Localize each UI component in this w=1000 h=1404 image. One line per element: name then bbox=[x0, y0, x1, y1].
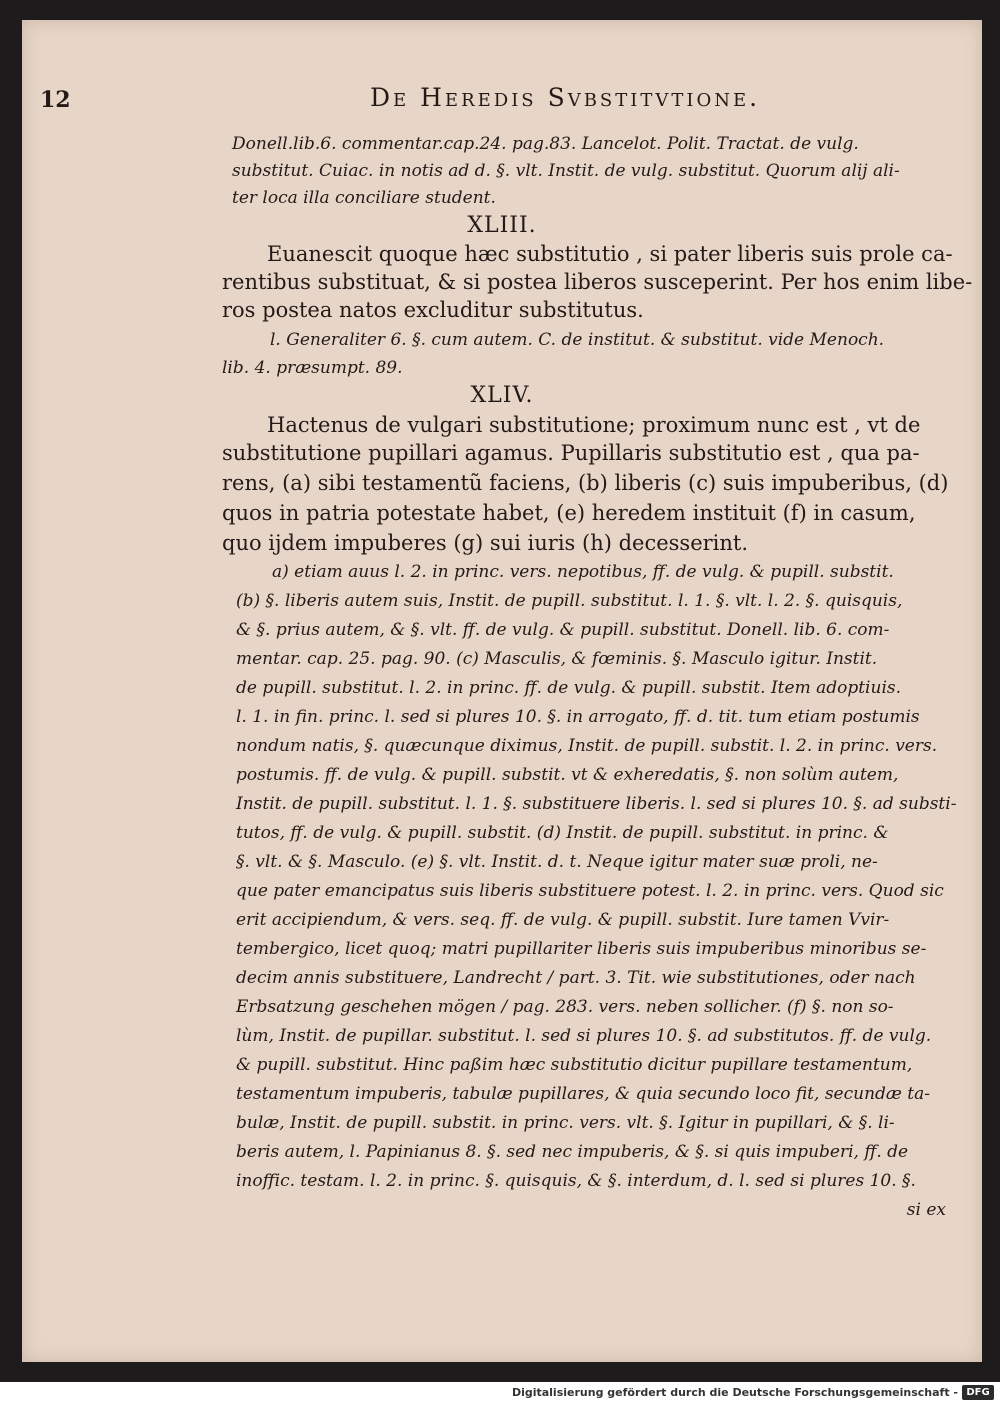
running-head: De Heredis Svbstitvtione. bbox=[370, 83, 761, 112]
note-line: substitut. Cuiac. in notis ad d. §. vlt. Instit. de vulg. substitut. Quorum alij ali- bbox=[232, 161, 900, 181]
note-line: Instit. de pupill. substitut. l. 1. §. substituere liberis. l. sed si plures 10. §. ad substi- bbox=[236, 794, 957, 814]
note-line: ter loca illa conciliare student. bbox=[232, 188, 496, 208]
body-line: rentibus substituat, & si postea liberos susceperint. Per hos enim libe- bbox=[222, 270, 973, 294]
note-line: que pater emancipatus suis liberis substituere potest. l. 2. in princ. vers. Quod sic bbox=[236, 881, 944, 901]
note-line: lib. 4. præsumpt. 89. bbox=[222, 358, 403, 378]
note-line: a) etiam auus l. 2. in princ. vers. nepotibus, ff. de vulg. & pupill. substit. bbox=[272, 562, 894, 582]
body-line: substitutione pupillari agamus. Pupillaris substitutio est , qua pa- bbox=[222, 441, 920, 465]
note-line: tembergico, licet quoq; matri pupillariter liberis suis impuberibus minoribus se- bbox=[236, 939, 927, 959]
note-line: lùm, Instit. de pupillar. substitut. l. sed si plures 10. §. ad substitutos. ff. de vulg. bbox=[236, 1026, 932, 1046]
note-line: decim annis substituere, Landrecht / part. 3. Tit. wie substitutiones, oder nach bbox=[236, 968, 916, 988]
footer-credit: Digitalisierung gefördert durch die Deutsche Forschungsgemeinschaft - bbox=[511, 1386, 958, 1399]
note-line: mentar. cap. 25. pag. 90. (c) Masculis, & fœminis. §. Masculo igitur. Instit. bbox=[236, 649, 878, 669]
note-line: inoffic. testam. l. 2. in princ. §. quisquis, & §. interdum, d. l. sed si plures 10. §. bbox=[236, 1171, 916, 1191]
note-line: tutos, ff. de vulg. & pupill. substit. (d) Instit. de pupill. substitut. in princ. & bbox=[236, 823, 889, 843]
note-line: §. vlt. & §. Masculo. (e) §. vlt. Instit. d. t. Neque igitur mater suæ proli, ne- bbox=[236, 852, 878, 872]
note-line: & pupill. substitut. Hinc paßim hæc substitutio dicitur pupillare testamentum, bbox=[236, 1055, 913, 1075]
section-heading-44: XLIV. bbox=[470, 383, 534, 408]
dfg-logo-icon: DFG bbox=[962, 1385, 994, 1400]
body-line: ros postea natos excluditur substitutus. bbox=[222, 298, 644, 322]
note-line: nondum natis, §. quæcunque diximus, Instit. de pupill. substit. l. 2. in princ. vers. bbox=[236, 736, 938, 756]
body-line: Euanescit quoque hæc substitutio , si pater liberis suis prole ca- bbox=[267, 242, 953, 266]
note-line: Donell.lib.6. commentar.cap.24. pag.83. Lancelot. Polit. Tractat. de vulg. bbox=[232, 134, 859, 154]
catchword: si ex bbox=[906, 1200, 946, 1220]
note-line: erit accipiendum, & vers. seq. ff. de vulg. & pupill. substit. Iure tamen Vvir- bbox=[236, 910, 890, 930]
note-line: bulæ, Instit. de pupill. substit. in princ. vers. vlt. §. Igitur in pupillari, & §. li- bbox=[236, 1113, 895, 1133]
note-line: beris autem, l. Papinianus 8. §. sed nec impuberis, & §. si quis impuberi, ff. de bbox=[236, 1142, 909, 1162]
digitization-footer bbox=[0, 1382, 1000, 1404]
note-line: & §. prius autem, & §. vlt. ff. de vulg. & pupill. substitut. Donell. lib. 6. com- bbox=[236, 620, 890, 640]
section-heading-43: XLIII. bbox=[467, 213, 537, 238]
body-line: quos in patria potestate habet, (e) heredem instituit (f) in casum, bbox=[222, 501, 916, 525]
note-line: (b) §. liberis autem suis, Instit. de pupill. substitut. l. 1. §. vlt. l. 2. §. quisquis, bbox=[236, 591, 903, 611]
book-page bbox=[22, 20, 982, 1362]
note-line: l. 1. in fin. princ. l. sed si plures 10. §. in arrogato, ff. d. tit. tum etiam postumis bbox=[236, 707, 920, 727]
body-line: Hactenus de vulgari substitutione; proximum nunc est , vt de bbox=[267, 413, 921, 437]
note-line: Erbsatzung geschehen mögen / pag. 283. vers. neben sollicher. (f) §. non so- bbox=[236, 997, 894, 1017]
body-line: quo ijdem impuberes (g) sui iuris (h) decesserint. bbox=[222, 531, 749, 555]
note-line: testamentum impuberis, tabulæ pupillares, & quia secundo loco fit, secundæ ta- bbox=[236, 1084, 930, 1104]
note-line: l. Generaliter 6. §. cum autem. C. de institut. & substitut. vide Menoch. bbox=[270, 330, 885, 350]
body-line: rens, (a) sibi testamentũ faciens, (b) liberis (c) suis impuberibus, (d) bbox=[222, 471, 949, 495]
note-line: postumis. ff. de vulg. & pupill. substit. vt & exheredatis, §. non solùm autem, bbox=[236, 765, 899, 785]
page-number: 12 bbox=[40, 87, 71, 113]
note-line: de pupill. substitut. l. 2. in princ. ff. de vulg. & pupill. substit. Item adoptiuis. bbox=[236, 678, 902, 698]
